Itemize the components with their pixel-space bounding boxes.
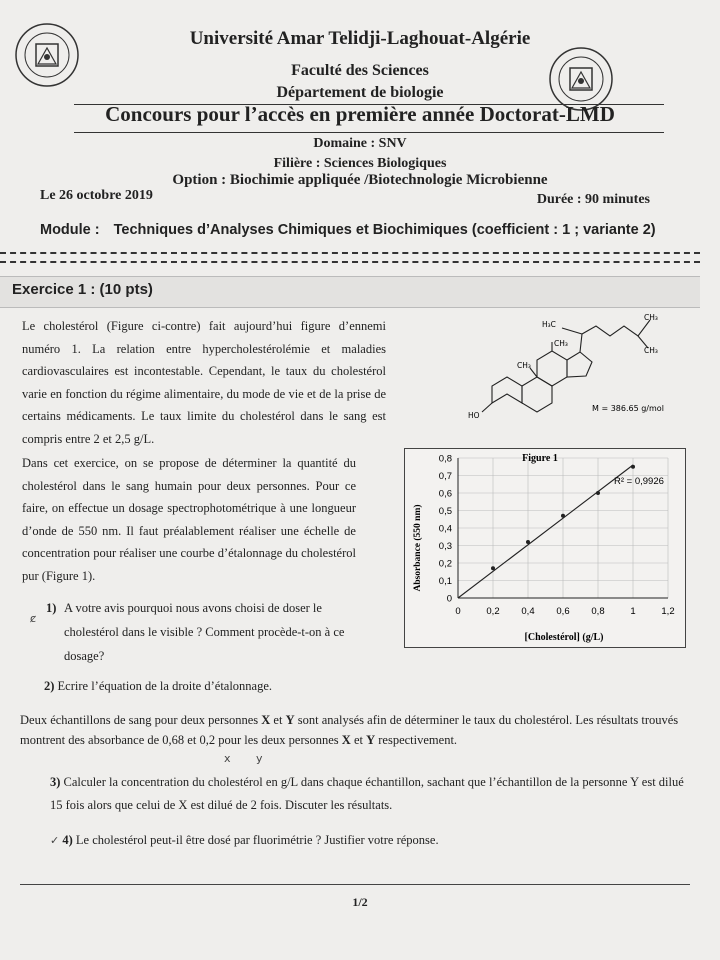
dashed-divider-top <box>0 252 700 254</box>
x-tick-label: 0,4 <box>521 606 535 617</box>
x-tick-label: 1,2 <box>661 606 675 617</box>
y-tick-label: 0,6 <box>438 488 452 500</box>
footer-divider <box>20 884 690 885</box>
person-y: Y <box>285 713 295 727</box>
data-point <box>631 465 635 469</box>
y-tick-label: 0,7 <box>438 471 452 482</box>
check-mark-icon: ✓ <box>50 834 60 847</box>
x-tick-label: 0 <box>455 606 461 617</box>
ch3-mid-label: CH₃ <box>554 339 568 348</box>
data-point <box>596 491 600 495</box>
handwritten-x: x <box>224 752 231 765</box>
field-line: Filière : Sciences Biologiques <box>273 156 447 171</box>
question-1 <box>46 596 370 668</box>
cholesterol-structure-diagram <box>462 308 702 426</box>
y-tick-label: 0,5 <box>438 506 452 517</box>
exam-title: Concours pour l’accès en première année Doctorat-LMD <box>105 102 615 126</box>
ch3-top-label: CH₃ <box>644 313 658 322</box>
molecule-skeleton <box>482 320 650 412</box>
x-tick-label: 0,6 <box>556 606 570 617</box>
university-name: Université Amar Telidji-Laghouat-Algérie <box>189 28 531 49</box>
question-2-text: Ecrire l’équation de la droite d’étalonnage. <box>57 679 273 693</box>
person-x: X <box>261 713 271 727</box>
handwritten-y: y <box>256 752 263 765</box>
chart-annotation-r2: R² = 0,9926 <box>614 476 664 487</box>
exam-date: Le 26 octobre 2019 <box>40 188 153 203</box>
samples-text-4: et <box>350 733 367 747</box>
data-point <box>526 540 530 544</box>
y-tick-label: 0,8 <box>438 453 452 465</box>
samples-paragraph <box>20 710 700 750</box>
y-tick-label: 0,3 <box>438 541 452 552</box>
module-label: Module : <box>40 222 100 238</box>
y-tick-label: 0,2 <box>438 558 452 570</box>
pen-mark-icon: ȼ <box>30 612 37 625</box>
department-name: Département de biologie <box>276 84 444 101</box>
samples-text-1: Deux échantillons de sang pour deux personnes <box>20 713 262 727</box>
question-2-number: 2) <box>44 679 55 693</box>
x-tick-label: 0,2 <box>486 606 500 617</box>
method-paragraph: Dans cet exercice, on se propose de déterminer la quantité du cholestérol dans le sang humain pour deux personnes. Pour ce faire, on effectue un dosage spectrophotométrique à une longueur d’onde de 550 nm. Il faut préalablement réaliser une échelle de concentration pour réaliser une courbe d’étalonnage du cholestérol pur (Figure 1). <box>22 456 356 583</box>
question-1-text: A votre avis pourquoi nous avons choisi de doser le cholestérol dans le visible ? Comment procède-t-on à ce dosage? <box>64 601 345 663</box>
domain-line: Domaine : SNV <box>313 136 407 151</box>
question-2 <box>44 679 272 694</box>
title-divider <box>74 132 664 133</box>
ho-label: HO <box>468 411 480 420</box>
x-tick-label: 0,8 <box>591 606 605 617</box>
h3c-label: H₃C <box>542 320 556 329</box>
faculty-name: Faculté des Sciences <box>291 62 429 79</box>
question-4-text: Le cholestérol peut-il être dosé par fluorimétrie ? Justifier votre réponse. <box>75 833 439 847</box>
chart-y-label: Absorbance (550 nm) <box>413 504 423 592</box>
samples-text-5: respectivement. <box>375 733 458 747</box>
option-line: Option : Biochimie appliquée /Biotechnologie Microbienne <box>172 172 548 188</box>
dashed-divider-bottom <box>0 261 700 263</box>
question-3 <box>50 771 690 817</box>
question-1-number: 1) <box>46 601 57 615</box>
module-value: Techniques d’Analyses Chimiques et Biochimiques (coefficient : 1 ; variante 2) <box>113 222 656 238</box>
molar-mass: M = 386.65 g/mol <box>592 404 664 413</box>
question-3-number: 3) <box>50 775 61 789</box>
exercise-title: Exercice 1 : (10 pts) <box>12 281 153 298</box>
data-point <box>491 566 495 570</box>
y-tick-label: 0,4 <box>438 523 452 535</box>
y-tick-label: 0,1 <box>438 576 452 587</box>
samples-text-2: et <box>270 713 286 727</box>
ch3-right-label: CH₃ <box>644 346 658 355</box>
x-tick-label: 1 <box>630 606 636 617</box>
y-tick-label: 0 <box>446 593 452 605</box>
intro-paragraph: Le cholestérol (Figure ci-contre) fait aujourd’hui figure d’ennemi numéro 1. La relation entre hypercholestérolémie et maladies cardiovasculaires est incontestable. Cependant, le taux du cholestérol varie en fonction du régime alimentaire, du mode de vie et de la prise de certains médicaments. Le taux limite du cholestérol dans le sang est compris entre 2 et 2,5 g/L. <box>22 319 386 446</box>
data-point <box>561 514 565 518</box>
page-number: 1/2 <box>352 895 368 909</box>
samples-text-3: sont analysés afin de déterminer le taux du cholestérol. Les résultats trouvés montrent des absorbance de 0,68 et 0,2 pour les deux personnes <box>20 713 679 747</box>
exam-duration: Durée : 90 minutes <box>536 192 650 207</box>
question-4-number: 4) <box>62 833 73 847</box>
question-4 <box>50 833 439 848</box>
person-y-2: Y <box>366 733 376 747</box>
chart-x-label: [Cholestérol] (g/L) <box>524 632 604 643</box>
person-x-2: X <box>341 733 351 747</box>
ch3-left-label: CH₃ <box>517 361 531 370</box>
chart-title: Figure 1 <box>522 453 558 464</box>
module-line <box>40 222 656 238</box>
question-3-text: Calculer la concentration du cholestérol en g/L dans chaque échantillon, sachant que l’échantillon de la personne Y est dilué 15 fois alors que celui de X est dilué de 2 fois. Discuter les résultats. <box>50 775 684 812</box>
calibration-chart <box>404 448 686 648</box>
